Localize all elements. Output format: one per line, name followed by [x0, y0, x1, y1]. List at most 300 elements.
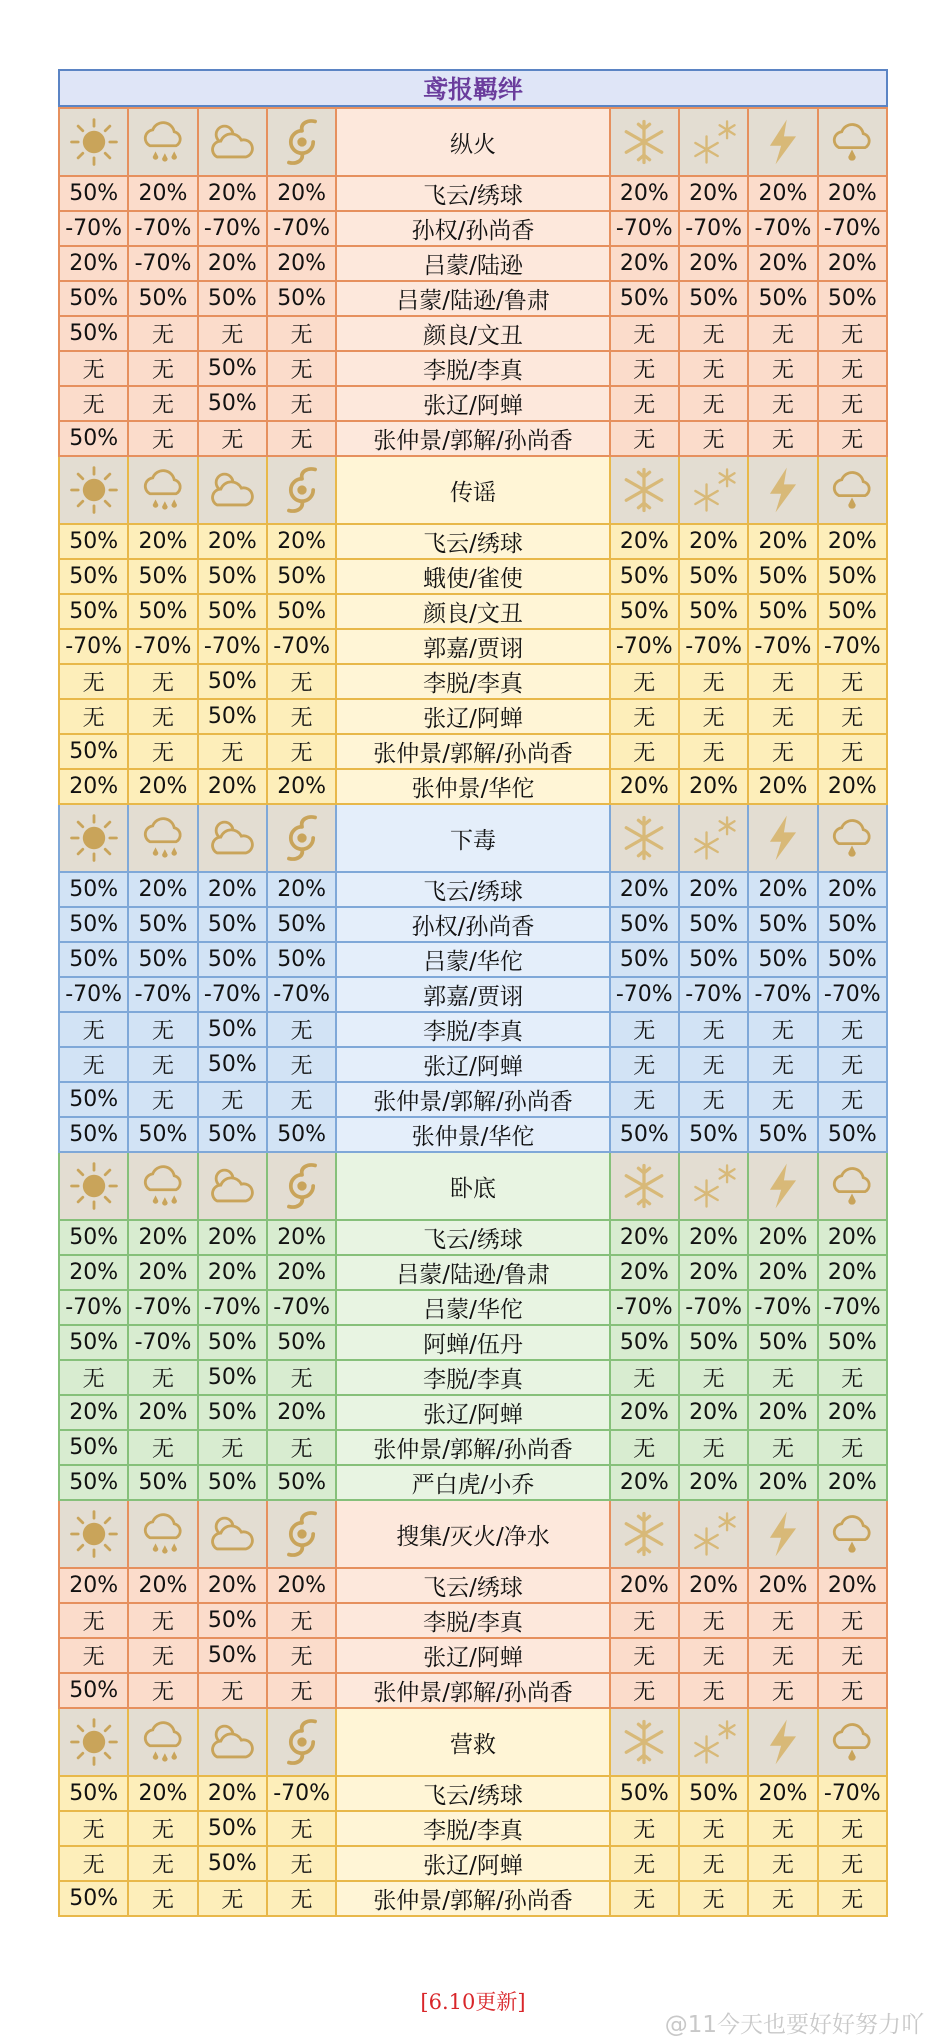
value-cell: 20%	[679, 1465, 748, 1500]
combo-label: 张仲景/郭解/孙尚香	[336, 734, 609, 769]
combo-label: 张仲景/华佗	[336, 1117, 609, 1152]
value-cell: 无	[679, 1012, 748, 1047]
value-cell: 无	[267, 699, 336, 734]
table-row	[59, 1638, 887, 1673]
value-cell: 无	[128, 699, 197, 734]
value-cell: 50%	[59, 316, 128, 351]
section-title: 搜集/灭火/净水	[336, 1500, 609, 1568]
snowflake-icon	[610, 1500, 679, 1568]
watermark: @11今天也要好好努力吖	[664, 2012, 924, 2038]
table-row	[59, 942, 887, 977]
value-cell: 无	[818, 664, 887, 699]
value-cell: 20%	[267, 1395, 336, 1430]
value-cell: 无	[610, 316, 679, 351]
combo-label: 吕蒙/陆逊	[336, 246, 609, 281]
table-row	[59, 421, 887, 456]
value-cell: 20%	[128, 1220, 197, 1255]
value-cell: 20%	[679, 1568, 748, 1603]
value-cell: 50%	[59, 1117, 128, 1152]
value-cell: 50%	[198, 1360, 267, 1395]
value-cell: -70%	[610, 1290, 679, 1325]
value-cell: -70%	[267, 211, 336, 246]
value-cell: 50%	[59, 1082, 128, 1117]
value-cell: 无	[267, 1047, 336, 1082]
value-cell: 50%	[198, 664, 267, 699]
value-cell: 无	[818, 421, 887, 456]
value-cell: -70%	[267, 629, 336, 664]
table-row	[59, 664, 887, 699]
shower-icon	[818, 1708, 887, 1776]
value-cell: 20%	[748, 1220, 817, 1255]
value-cell: 20%	[128, 176, 197, 211]
value-cell: 50%	[679, 942, 748, 977]
value-cell: 无	[818, 1603, 887, 1638]
value-cell: 无	[748, 1811, 817, 1846]
value-cell: 50%	[59, 176, 128, 211]
value-cell: 无	[128, 1603, 197, 1638]
value-cell: 无	[59, 386, 128, 421]
value-cell: 50%	[128, 1465, 197, 1500]
typhoon-icon	[267, 1500, 336, 1568]
lightning-icon	[748, 1708, 817, 1776]
value-cell: 20%	[818, 1465, 887, 1500]
value-cell: 无	[59, 351, 128, 386]
value-cell: 20%	[610, 1220, 679, 1255]
value-cell: 50%	[748, 594, 817, 629]
value-cell: 无	[59, 1846, 128, 1881]
value-cell: -70%	[748, 1290, 817, 1325]
cloudy-icon	[198, 804, 267, 872]
value-cell: 50%	[748, 281, 817, 316]
value-cell: 20%	[128, 1255, 197, 1290]
combo-label: 飞云/绣球	[336, 1776, 609, 1811]
value-cell: 无	[267, 734, 336, 769]
value-cell: 50%	[59, 281, 128, 316]
value-cell: 无	[610, 1811, 679, 1846]
table-row	[59, 1117, 887, 1152]
table-row	[59, 211, 887, 246]
cloudy-icon	[198, 1500, 267, 1568]
combo-label: 张仲景/华佗	[336, 769, 609, 804]
value-cell: -70%	[267, 1776, 336, 1811]
table-row	[59, 386, 887, 421]
snow-icon	[679, 1152, 748, 1220]
value-cell: 无	[267, 1082, 336, 1117]
value-cell: 50%	[818, 1117, 887, 1152]
value-cell: 无	[59, 1638, 128, 1673]
sun-icon	[59, 1500, 128, 1568]
value-cell: 无	[818, 699, 887, 734]
value-cell: 无	[679, 351, 748, 386]
value-cell: 50%	[59, 524, 128, 559]
value-cell: 无	[679, 1846, 748, 1881]
value-cell: -70%	[748, 629, 817, 664]
value-cell: -70%	[679, 211, 748, 246]
rain-icon	[128, 1500, 197, 1568]
value-cell: 20%	[198, 769, 267, 804]
value-cell: 50%	[59, 1220, 128, 1255]
value-cell: 20%	[198, 1568, 267, 1603]
table-row	[59, 1047, 887, 1082]
value-cell: 无	[818, 1012, 887, 1047]
section-header-row	[59, 108, 887, 176]
value-cell: 无	[748, 1881, 817, 1916]
section-title: 下毒	[336, 804, 609, 872]
table-row	[59, 594, 887, 629]
value-cell: 20%	[748, 769, 817, 804]
value-cell: -70%	[59, 629, 128, 664]
value-cell: 50%	[610, 281, 679, 316]
value-cell: 50%	[128, 1117, 197, 1152]
value-cell: 50%	[610, 942, 679, 977]
value-cell: 无	[748, 699, 817, 734]
value-cell: 无	[610, 1430, 679, 1465]
combo-label: 颜良/文丑	[336, 316, 609, 351]
shower-icon	[818, 1500, 887, 1568]
value-cell: 50%	[198, 1047, 267, 1082]
value-cell: -70%	[818, 1776, 887, 1811]
value-cell: 50%	[610, 559, 679, 594]
typhoon-icon	[267, 1708, 336, 1776]
value-cell: 无	[128, 316, 197, 351]
lightning-icon	[748, 1152, 817, 1220]
table-row	[59, 559, 887, 594]
value-cell: 无	[128, 664, 197, 699]
value-cell: 无	[610, 1673, 679, 1708]
value-cell: 20%	[679, 246, 748, 281]
value-cell: 50%	[198, 942, 267, 977]
value-cell: 无	[128, 1430, 197, 1465]
section-title: 营救	[336, 1708, 609, 1776]
value-cell: 50%	[818, 1325, 887, 1360]
shower-icon	[818, 456, 887, 524]
value-cell: 20%	[59, 1255, 128, 1290]
value-cell: 50%	[59, 1465, 128, 1500]
value-cell: 无	[198, 1082, 267, 1117]
table-row	[59, 1811, 887, 1846]
snow-icon	[679, 108, 748, 176]
value-cell: 无	[128, 1012, 197, 1047]
value-cell: 无	[267, 1360, 336, 1395]
value-cell: -70%	[128, 1325, 197, 1360]
value-cell: 无	[610, 421, 679, 456]
value-cell: 无	[818, 386, 887, 421]
sun-icon	[59, 108, 128, 176]
value-cell: 20%	[818, 1255, 887, 1290]
value-cell: 无	[818, 1082, 887, 1117]
combo-label: 李脱/李真	[336, 1603, 609, 1638]
value-cell: 20%	[679, 1395, 748, 1430]
value-cell: 无	[128, 1811, 197, 1846]
value-cell: 无	[267, 386, 336, 421]
value-cell: 20%	[198, 872, 267, 907]
value-cell: 无	[748, 421, 817, 456]
lightning-icon	[748, 804, 817, 872]
value-cell: 无	[267, 316, 336, 351]
value-cell: 无	[818, 1846, 887, 1881]
value-cell: 50%	[818, 281, 887, 316]
value-cell: 20%	[128, 1568, 197, 1603]
table-row	[59, 524, 887, 559]
value-cell: 无	[748, 1846, 817, 1881]
value-cell: 50%	[679, 559, 748, 594]
value-cell: 无	[818, 1430, 887, 1465]
value-cell: 50%	[679, 281, 748, 316]
value-cell: 无	[59, 1811, 128, 1846]
value-cell: 无	[748, 1082, 817, 1117]
value-cell: 50%	[748, 1117, 817, 1152]
value-cell: 无	[610, 1360, 679, 1395]
value-cell: 20%	[610, 769, 679, 804]
value-cell: 20%	[198, 176, 267, 211]
value-cell: -70%	[267, 977, 336, 1012]
combo-label: 严白虎/小乔	[336, 1465, 609, 1500]
value-cell: 无	[610, 351, 679, 386]
table-row	[59, 316, 887, 351]
value-cell: 无	[679, 1673, 748, 1708]
value-cell: 50%	[748, 942, 817, 977]
combo-label: 郭嘉/贾诩	[336, 629, 609, 664]
value-cell: 20%	[818, 1568, 887, 1603]
value-cell: 无	[748, 1012, 817, 1047]
section-title: 传谣	[336, 456, 609, 524]
value-cell: 50%	[198, 351, 267, 386]
value-cell: 50%	[128, 281, 197, 316]
value-cell: 20%	[818, 1395, 887, 1430]
value-cell: 20%	[679, 769, 748, 804]
update-note: [6.10更新]	[420, 1990, 526, 2014]
table-row	[59, 1360, 887, 1395]
value-cell: 50%	[267, 559, 336, 594]
value-cell: 无	[128, 1082, 197, 1117]
value-cell: 无	[748, 351, 817, 386]
value-cell: 20%	[267, 769, 336, 804]
rain-icon	[128, 1708, 197, 1776]
value-cell: 50%	[818, 559, 887, 594]
value-cell: 无	[267, 421, 336, 456]
value-cell: 50%	[610, 907, 679, 942]
value-cell: 50%	[610, 1776, 679, 1811]
value-cell: 20%	[610, 524, 679, 559]
value-cell: -70%	[198, 977, 267, 1012]
value-cell: 20%	[748, 1568, 817, 1603]
combo-label: 吕蒙/陆逊/鲁肃	[336, 281, 609, 316]
combo-label: 李脱/李真	[336, 1811, 609, 1846]
value-cell: 无	[748, 734, 817, 769]
value-cell: 无	[128, 1846, 197, 1881]
combo-label: 李脱/李真	[336, 1012, 609, 1047]
value-cell: 50%	[748, 1325, 817, 1360]
value-cell: 无	[267, 1673, 336, 1708]
value-cell: 20%	[128, 1395, 197, 1430]
value-cell: 20%	[128, 769, 197, 804]
value-cell: 无	[748, 1430, 817, 1465]
combo-label: 吕蒙/华佗	[336, 942, 609, 977]
value-cell: 无	[818, 1673, 887, 1708]
value-cell: -70%	[610, 211, 679, 246]
table-row	[59, 769, 887, 804]
table-row	[59, 1430, 887, 1465]
value-cell: -70%	[748, 211, 817, 246]
table-row	[59, 1603, 887, 1638]
value-cell: 20%	[128, 524, 197, 559]
value-cell: 20%	[748, 1395, 817, 1430]
value-cell: 无	[610, 1881, 679, 1916]
value-cell: 无	[267, 1430, 336, 1465]
value-cell: 无	[679, 421, 748, 456]
value-cell: 50%	[748, 907, 817, 942]
combo-label: 吕蒙/华佗	[336, 1290, 609, 1325]
snow-icon	[679, 456, 748, 524]
value-cell: -70%	[267, 1290, 336, 1325]
cloudy-icon	[198, 456, 267, 524]
value-cell: 20%	[610, 176, 679, 211]
value-cell: 50%	[198, 1811, 267, 1846]
combo-label: 张辽/阿蝉	[336, 1846, 609, 1881]
typhoon-icon	[267, 804, 336, 872]
value-cell: 无	[128, 1673, 197, 1708]
table-row	[59, 1082, 887, 1117]
value-cell: 20%	[59, 769, 128, 804]
typhoon-icon	[267, 108, 336, 176]
value-cell: 无	[198, 1430, 267, 1465]
section-header-row	[59, 1500, 887, 1568]
value-cell: 20%	[198, 1776, 267, 1811]
snow-icon	[679, 804, 748, 872]
snowflake-icon	[610, 804, 679, 872]
snow-icon	[679, 1500, 748, 1568]
combo-label: 郭嘉/贾诩	[336, 977, 609, 1012]
value-cell: 50%	[267, 281, 336, 316]
value-cell: 20%	[748, 176, 817, 211]
value-cell: 无	[818, 734, 887, 769]
value-cell: -70%	[610, 977, 679, 1012]
rain-icon	[128, 1152, 197, 1220]
table-row	[59, 872, 887, 907]
combo-label: 吕蒙/陆逊/鲁肃	[336, 1255, 609, 1290]
value-cell: -70%	[679, 629, 748, 664]
rain-icon	[128, 804, 197, 872]
value-cell: 无	[679, 1811, 748, 1846]
value-cell: 50%	[679, 594, 748, 629]
value-cell: 无	[198, 1881, 267, 1916]
value-cell: 50%	[267, 1117, 336, 1152]
value-cell: 无	[610, 664, 679, 699]
table-row	[59, 1846, 887, 1881]
combo-label: 张仲景/郭解/孙尚香	[336, 1881, 609, 1916]
value-cell: 20%	[198, 246, 267, 281]
snowflake-icon	[610, 456, 679, 524]
rain-icon	[128, 456, 197, 524]
value-cell: 无	[59, 1012, 128, 1047]
table-row	[59, 1776, 887, 1811]
combo-label: 飞云/绣球	[336, 1220, 609, 1255]
value-cell: 无	[59, 699, 128, 734]
sun-icon	[59, 804, 128, 872]
value-cell: 50%	[267, 907, 336, 942]
value-cell: 无	[818, 316, 887, 351]
value-cell: 无	[748, 1360, 817, 1395]
value-cell: 20%	[610, 1568, 679, 1603]
value-cell: 20%	[748, 872, 817, 907]
table-row	[59, 176, 887, 211]
value-cell: 50%	[818, 594, 887, 629]
value-cell: 无	[610, 1603, 679, 1638]
combo-label: 李脱/李真	[336, 351, 609, 386]
value-cell: 50%	[59, 734, 128, 769]
value-cell: 50%	[59, 907, 128, 942]
value-cell: -70%	[198, 1290, 267, 1325]
value-cell: 无	[748, 1673, 817, 1708]
table-row	[59, 977, 887, 1012]
value-cell: -70%	[198, 211, 267, 246]
combo-label: 张辽/阿蝉	[336, 386, 609, 421]
value-cell: 50%	[198, 1325, 267, 1360]
value-cell: 20%	[267, 1255, 336, 1290]
combo-label: 张仲景/郭解/孙尚香	[336, 421, 609, 456]
value-cell: 无	[748, 316, 817, 351]
value-cell: -70%	[128, 1290, 197, 1325]
lightning-icon	[748, 456, 817, 524]
value-cell: 无	[267, 664, 336, 699]
value-cell: 20%	[679, 872, 748, 907]
value-cell: 无	[679, 1881, 748, 1916]
value-cell: -70%	[818, 629, 887, 664]
value-cell: 20%	[818, 769, 887, 804]
value-cell: 20%	[610, 246, 679, 281]
table-row	[59, 1325, 887, 1360]
combo-label: 阿蝉/伍丹	[336, 1325, 609, 1360]
value-cell: 无	[198, 316, 267, 351]
value-cell: 50%	[198, 1846, 267, 1881]
value-cell: 20%	[59, 1395, 128, 1430]
value-cell: -70%	[59, 211, 128, 246]
combo-label: 张辽/阿蝉	[336, 1395, 609, 1430]
shower-icon	[818, 108, 887, 176]
value-cell: 20%	[818, 246, 887, 281]
value-cell: 无	[128, 734, 197, 769]
value-cell: -70%	[128, 977, 197, 1012]
table-row	[59, 1568, 887, 1603]
value-cell: 无	[679, 664, 748, 699]
value-cell: 20%	[610, 1465, 679, 1500]
value-cell: 50%	[59, 1673, 128, 1708]
value-cell: 20%	[818, 872, 887, 907]
value-cell: 无	[128, 351, 197, 386]
value-cell: 无	[267, 1012, 336, 1047]
value-cell: 50%	[59, 1430, 128, 1465]
value-cell: 20%	[59, 1568, 128, 1603]
section-header-row	[59, 1152, 887, 1220]
value-cell: -70%	[198, 629, 267, 664]
value-cell: 无	[818, 1811, 887, 1846]
value-cell: 50%	[198, 559, 267, 594]
value-cell: 50%	[610, 1117, 679, 1152]
value-cell: 无	[679, 1047, 748, 1082]
value-cell: 50%	[198, 281, 267, 316]
value-cell: 50%	[59, 942, 128, 977]
value-cell: 20%	[267, 524, 336, 559]
value-cell: 20%	[818, 1220, 887, 1255]
value-cell: 50%	[198, 1603, 267, 1638]
value-cell: 无	[610, 1047, 679, 1082]
value-cell: 无	[267, 1603, 336, 1638]
table-row	[59, 699, 887, 734]
value-cell: 20%	[818, 524, 887, 559]
value-cell: 50%	[818, 907, 887, 942]
table-row	[59, 1881, 887, 1916]
value-cell: 50%	[128, 594, 197, 629]
